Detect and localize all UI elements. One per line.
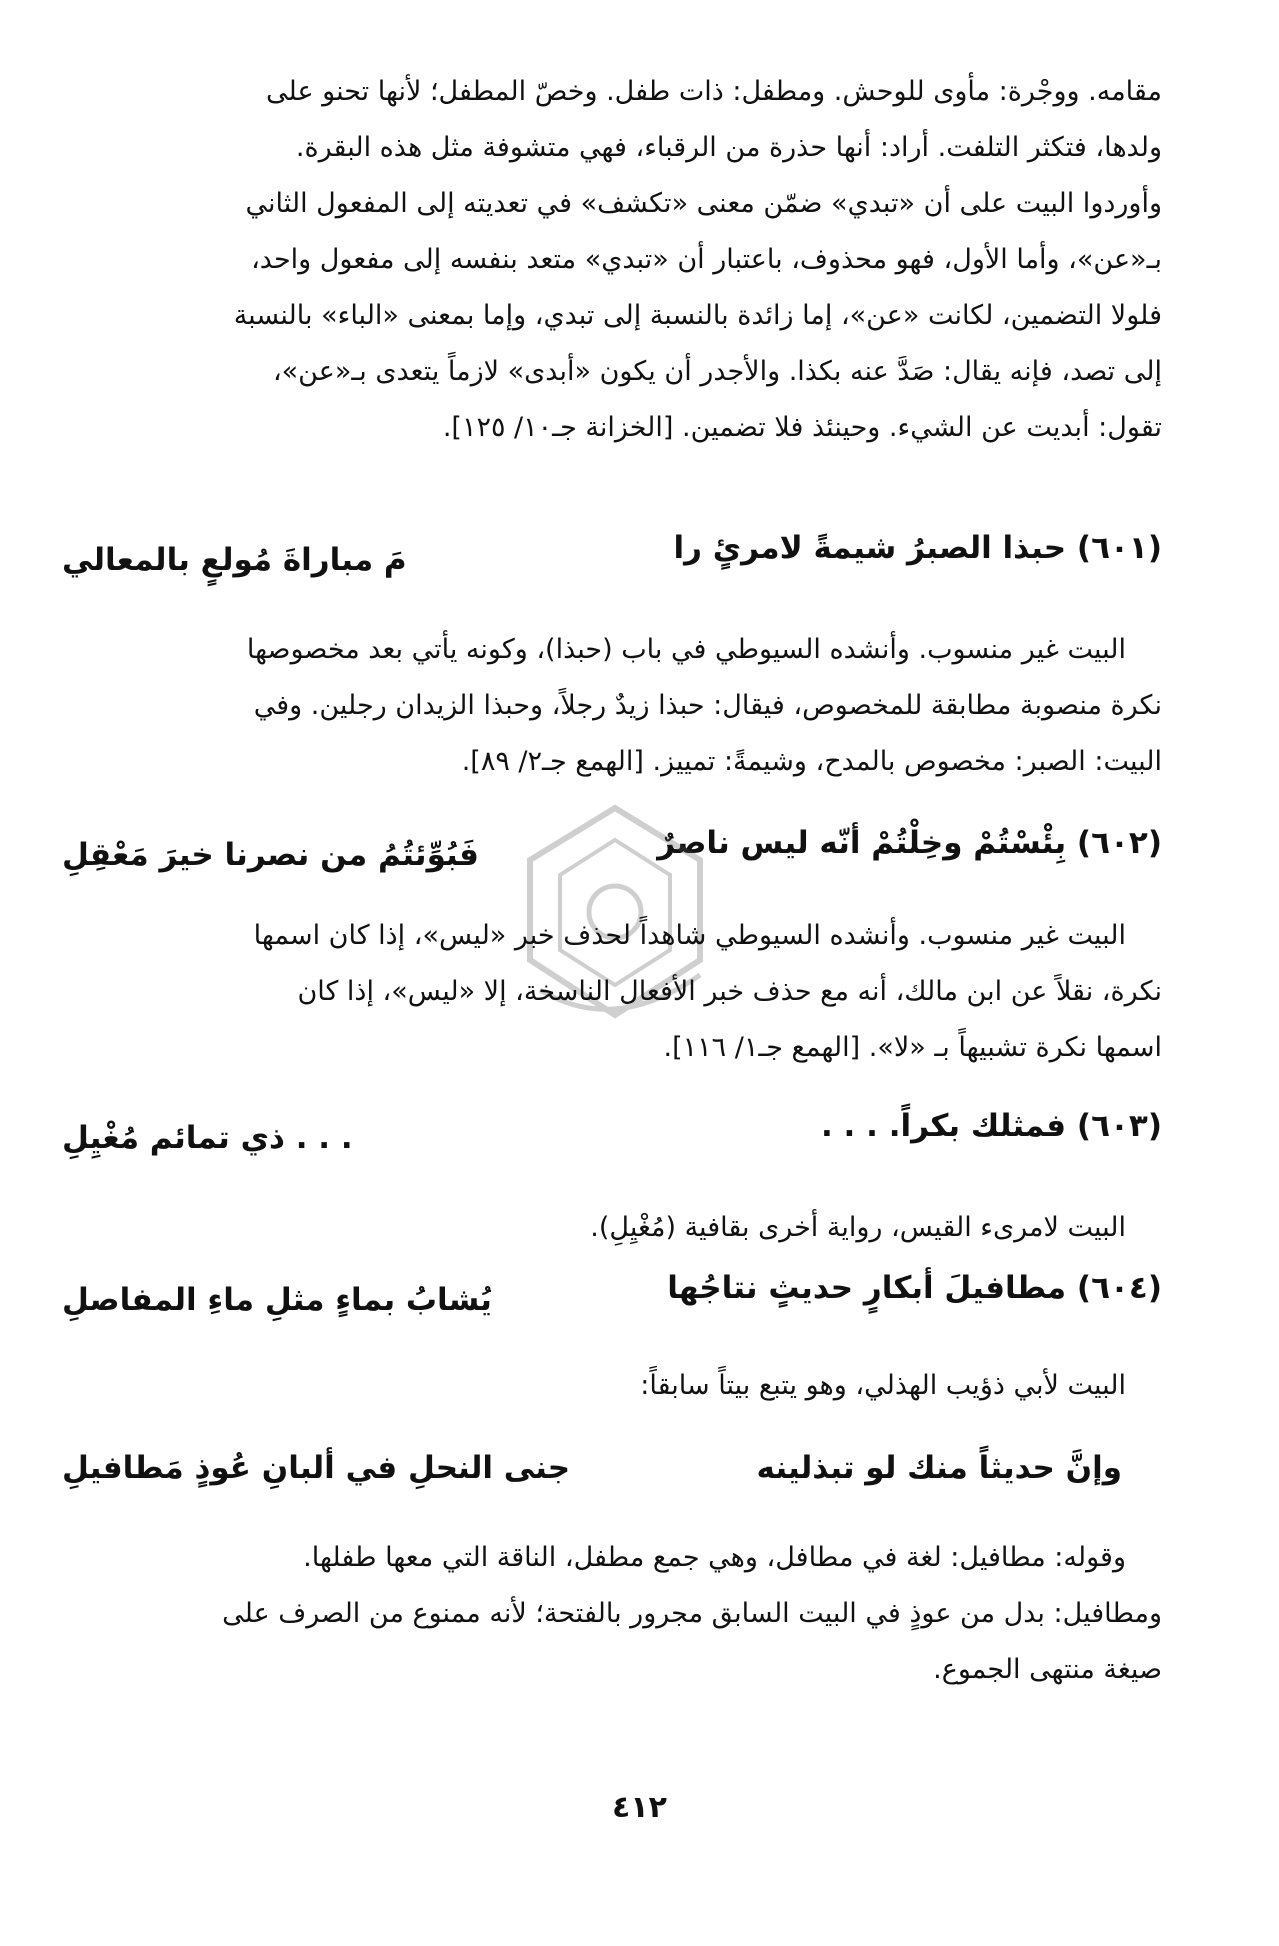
text-line: إلى تصد، فإنه يقال: صَدَّ عنه بكذا. والأجدر أن يكون «أبدى» لازماً يتعدى بـ«عن»، — [272, 356, 1162, 387]
text-line: نكرة، نقلاً عن ابن مالك، أنه مع حذف خبر الأفعال الناسخة، إلا «ليس»، إذا كان — [297, 976, 1162, 1007]
text-line: البيت: الصبر: مخصوص بالمدح، وشيمةً: تمييز. [الهمع جـ٢/ ٨٩]. — [461, 746, 1162, 777]
commentary-603 — [62, 1200, 1162, 1256]
text-line: وأوردوا البيت على أن «تبدي» ضمّن معنى «تكشف» في تعديته إلى المفعول الثاني — [245, 188, 1162, 219]
text-line: وقوله: مطافيل: لغة في مطافل، وهي جمع مطفل، الناقة التي معها طفلها. — [303, 1542, 1126, 1573]
text-line: فلولا التضمين، لكانت «عن»، إما زائدة بالنسبة إلى تبدي، وإما بمعنى «الباء» بالنسبة — [233, 300, 1162, 331]
verse-602 — [62, 825, 1162, 885]
page-number: ٤١٢ — [612, 1790, 667, 1825]
verse-first-hemistich — [673, 530, 1162, 566]
verse-number: (٦٠٢) — [1076, 825, 1162, 861]
text-line: صيغة منتهى الجموع. — [933, 1654, 1162, 1685]
verse-first-hemistich — [821, 1108, 1162, 1144]
verse-second-hemistich: جنى النحلِ في ألبانِ عُوذٍ مَطافيلِ — [62, 1450, 571, 1486]
text-line: بـ«عن»، وأما الأول، فهو محذوف، باعتبار أن «تبدي» متعد بنفسه إلى مفعول واحد، — [251, 244, 1162, 275]
verse-text: حبذا الصبرُ شيمةً لامرئٍ را — [673, 530, 1067, 566]
commentary-601 — [62, 622, 1162, 790]
verse-first-hemistich — [667, 1270, 1162, 1306]
commentary-final — [62, 1530, 1162, 1698]
verse-text: فمثلك بكراً. . . . — [820, 1108, 1067, 1144]
text-line: نكرة منصوبة مطابقة للمخصوص، فيقال: حبذا زيدٌ رجلاً، وحبذا الزيدان رجلين. وفي — [253, 690, 1162, 721]
verse-second-hemistich: فَبُوِّئتُمُ من نصرنا خيرَ مَعْقِلِ — [62, 837, 479, 873]
verse-text: بِئْسْتُمْ وخِلْتُمْ أنّه ليس ناصرٌ — [657, 825, 1067, 861]
commentary-604 — [62, 1358, 1162, 1414]
verse-second-hemistich: مَ مباراةَ مُولعٍ بالمعالي — [62, 542, 407, 578]
text-line: البيت غير منسوب. وأنشده السيوطي في باب (حبذا)، وكونه يأتي بعد مخصوصها — [246, 634, 1126, 665]
commentary-602 — [62, 908, 1162, 1076]
verse-second-hemistich: . . . ذي تمائم مُغْيِلِ — [62, 1120, 353, 1156]
text-line: تقول: أبديت عن الشيء. وحينئذ فلا تضمين. [الخزانة جـ١٠/ ١٢٥]. — [442, 412, 1162, 443]
text-line: ولدها، فتكثر التلفت. أراد: أنها حذرة من الرقباء، فهي متشوفة مثل هذه البقرة. — [295, 132, 1162, 163]
verse-number: (٦٠١) — [1076, 530, 1162, 566]
text-line: ومطافيل: بدل من عوذٍ في البيت السابق مجرور بالفتحة؛ لأنه ممنوع من الصرف على — [222, 1598, 1162, 1629]
quoted-verse — [62, 1450, 1162, 1510]
verse-text: مطافيلَ أبكارٍ حديثٍ نتاجُها — [667, 1270, 1067, 1306]
verse-second-hemistich: يُشابُ بماءٍ مثلِ ماءِ المفاصلِ — [62, 1282, 492, 1318]
verse-601 — [62, 530, 1162, 590]
intro-paragraph — [62, 64, 1162, 456]
text-line: مقامه. ووجْرة: مأوى للوحش. ومطفل: ذات طفل. وخصّ المطفل؛ لأنها تحنو على — [266, 76, 1162, 107]
text-line: اسمها نكرة تشبيهاً بـ «لا». [الهمع جـ١/ ١١٦]. — [663, 1032, 1162, 1063]
verse-number: (٦٠٤) — [1076, 1270, 1162, 1306]
verse-603 — [62, 1108, 1162, 1168]
text-line: البيت لامرىء القيس، رواية أخرى بقافية (مُغْيِلِ). — [590, 1212, 1126, 1243]
text-line: البيت لأبي ذؤيب الهذلي، وهو يتبع بيتاً سابقاً: — [640, 1370, 1126, 1401]
verse-604 — [62, 1270, 1162, 1330]
verse-number: (٦٠٣) — [1076, 1108, 1162, 1144]
verse-first-hemistich — [657, 825, 1162, 861]
verse-first-hemistich: وإنَّ حديثاً منك لو تبذلينه — [756, 1450, 1122, 1486]
text-line: البيت غير منسوب. وأنشده السيوطي شاهداً لحذف خبر «ليس»، إذا كان اسمها — [253, 920, 1126, 951]
